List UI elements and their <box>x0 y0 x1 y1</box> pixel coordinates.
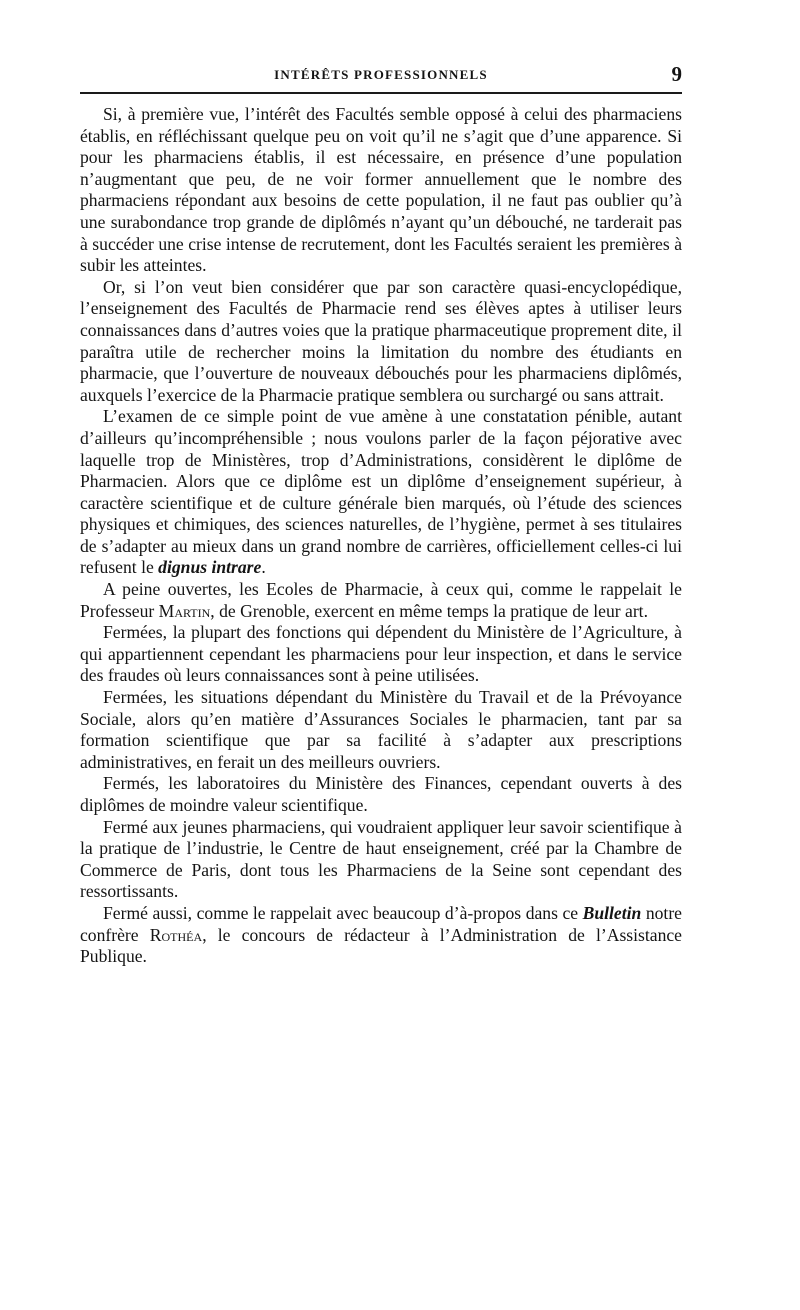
text-run: , le concours de rédacteur à l’Administration de l’Assistance Publique. <box>80 924 682 967</box>
text-run: L’examen de ce simple point de vue amène à une constatation pénible, autant d’ailleurs qu’incompréhensible ; nous voulons parler de la façon péjorative avec laquelle trop de Ministères, trop d’Administrations, considèrent le diplôme de Pharmacien. Alors que ce diplôme est un diplôme d’enseignement supérieur, à caractère scientifique et de culture générale bien marqués, où l’étude des sciences physiques et chimiques, des sciences naturelles, de l’hygiène, permet à ses titulaires de s’adapter au mieux dans un grand nombre de carrières, officiellement celles-ci lui refusent le <box>80 406 682 578</box>
text-run: Fermé aux jeunes pharmaciens, qui voudraient appliquer leur savoir scientifique à la pratique de l’industrie, le Centre de haut enseignement, créé par la Chambre de Commerce de Paris, dont tous les Pharmaciens de la Seine sont cependant des ressortissants. <box>80 816 682 902</box>
paragraph <box>80 817 682 903</box>
paragraph <box>80 277 682 407</box>
text-run: Fermées, la plupart des fonctions qui dépendent du Ministère de l’Agriculture, à qui appartiennent cependant les pharmaciens pour leur inspection, et dans le service des fraudes où leurs connaissances sont à peine utilisées. <box>80 622 682 686</box>
running-head <box>80 62 682 92</box>
text-run: Fermé aussi, comme le rappelait avec beaucoup d’à-propos dans ce <box>103 902 583 923</box>
paragraph <box>80 773 682 816</box>
text-run: , de Grenoble, exercent en même temps la pratique de leur art. <box>210 600 648 621</box>
paragraph <box>80 579 682 622</box>
person-name: Rothéa <box>149 924 203 945</box>
emphasized-text: Bulletin <box>582 902 642 923</box>
text-run: notre confrère <box>80 902 682 945</box>
emphasized-text: dignus intrare <box>158 557 262 578</box>
person-name: Martin <box>158 600 211 621</box>
page-number: 9 <box>671 62 682 86</box>
text-run: Fermées, les situations dépendant du Ministère du Travail et de la Prévoyance Sociale, alors qu’en matière d’Assurances Sociales le pharmacien, tant par sa formation scientifique que par sa facilité à s’adapter aux prescriptions administratives, en ferait un des meilleurs ouvriers. <box>80 687 682 772</box>
text-run: . <box>261 557 266 578</box>
paragraph <box>80 104 682 277</box>
paragraph <box>80 903 682 968</box>
text-run: A peine ouvertes, les Ecoles de Pharmacie, à ceux qui, comme le rappelait le Professeur <box>80 579 682 621</box>
paragraph <box>80 406 682 579</box>
paragraph <box>80 687 682 773</box>
text-run: Fermés, les laboratoires du Ministère des Finances, cependant ouverts à des diplômes de moindre valeur scientifique. <box>80 773 682 815</box>
header-rule <box>80 92 682 94</box>
running-title: INTÉRÊTS PROFESSIONNELS <box>274 67 488 82</box>
paragraph <box>80 622 682 687</box>
text-run: Or, si l’on veut bien considérer que par son caractère quasi-encyclopédique, l’enseignement des Facultés de Pharmacie rend ses élèves aptes à utiliser leurs connaissances dans d’autres voies que la pratique pharmaceutique proprement dite, il paraîtra utile de rechercher moins la limitation du nombre des étudiants en pharmacie, que l’ouverture de nouveaux débouchés pour les pharmaciens diplômés, auxquels l’exercice de la Pharmacie pratique semblera ou surchargé ou sans attrait. <box>80 276 682 405</box>
body-text <box>80 104 682 968</box>
text-run: Si, à première vue, l’intérêt des Facultés semble opposé à celui des pharmaciens établis, en réfléchissant quelque peu on voit qu’il ne s’agit que d’une apparence. Si pour les pharmaciens établis, il est nécessaire, en présence d’une population n’augmentant que peu, de ne voir former annuellement que le nombre des pharmaciens répondant aux besoins de cette population, il ne faut pas oublier qu’à une surabondance trop grande de diplômés n’ayant qu’un débouché, ne tarderait pas à succéder une crise intense de recrutement, dont les Facultés seraient les premières à subir les atteintes. <box>80 104 682 276</box>
page <box>80 62 682 968</box>
